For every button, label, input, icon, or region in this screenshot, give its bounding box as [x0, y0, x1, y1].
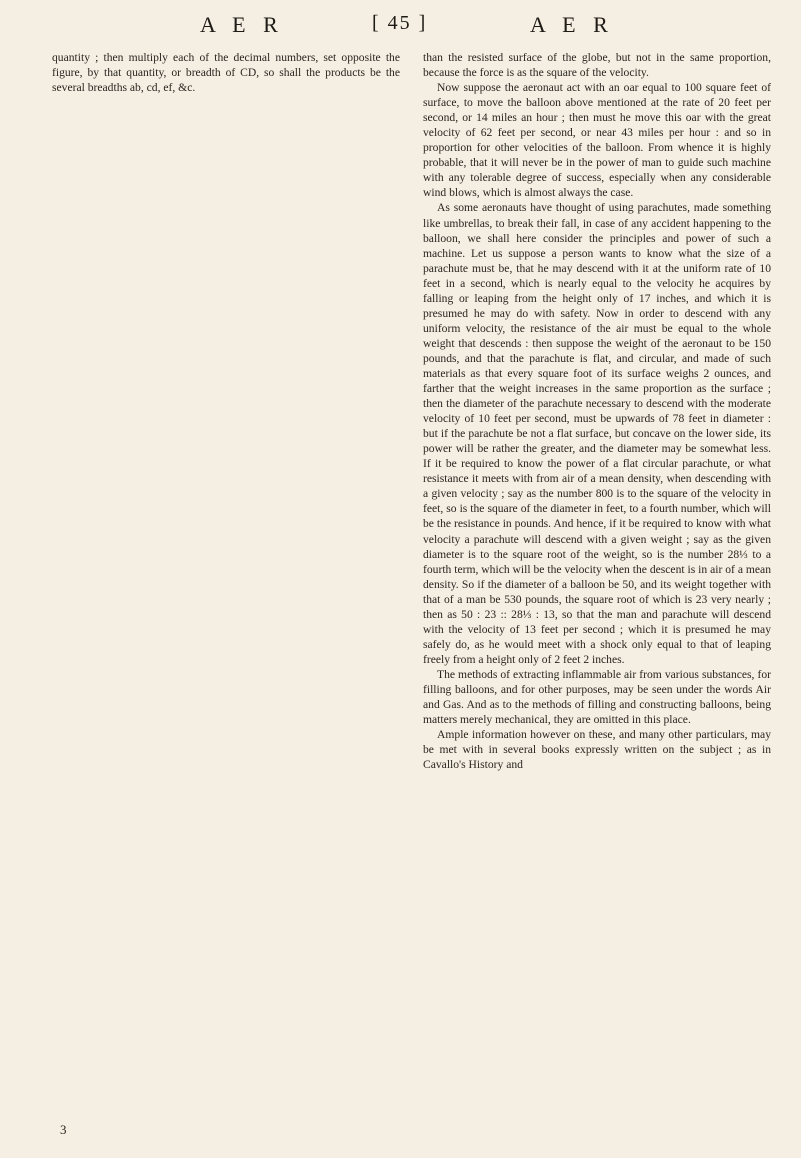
page-number: [ 45 ] [372, 12, 428, 34]
paragraph: The methods of extracting inflammable air from various substances, for filling balloons, and for other purposes, may be seen under the words Air and Gas. And as to the methods of filling and constructing balloons, being matters merely mechanical, they are omitted in this place. [423, 667, 771, 727]
header-right-title: A E R [530, 12, 614, 37]
right-text-column [423, 50, 771, 1135]
paragraph: As some aeronauts have thought of using parachutes, made something like umbrellas, to break their fall, in case of any accident happening to the balloon, we shall here consider the principles and power of such a machine. Let us suppose a person wants to know what the size of a parachute must be, that he may descend with it at the uniform rate of 10 feet in a second, which is nearly equal to the velocity he acquires by falling or leaping from the height only of 17 inches, and which it is presumed he may do with safety. Now in order to descend with any uniform velocity, the resistance of the air must be equal to the whole weight that descends : then suppose the weight of the aeronaut to be 150 pounds, and that the parachute is flat, and circular, and made of such materials as that every square foot of its surface weighs 2 ounces, and farther that the weight increases in the same proportion as the surface ; then the diameter of the parachute necessary to descend with the moderate velocity of 10 feet per second, must be upwards of 78 feet in diameter : but if the parachute be not a flat surface, but concave on the lower side, its power will be rather the greater, and the diameter may be somewhat less. If it be required to know the power of a flat circular parachute, or what resistance it meets with from air of a mean density, when descending with a given velocity ; say as the number 800 is to the square of the velocity in feet, so is the square of the diameter in feet, to a fourth number, which will be the resistance in pounds. And hence, if it be required to know with what velocity a parachute will descend with a given weight ; say as the given diameter is to the square root of the weight, so is the number 28⅓ to a fourth term, which will be the velocity when the descent is in air of a mean density. So if the diameter of a balloon be 50, and its weight together with that of a man be 530 pounds, the square root of which is 23 very nearly ; then as 50 : 23 :: 28⅓ : 13, so that the man and parachute will descend with the velocity of 13 feet per second ; which it is presumed he may safely do, as he would meet with a shock only equal to that of leaping freely from a height only of 2 feet 2 inches. [423, 201, 771, 666]
paragraph: quantity ; then multiply each of the decimal numbers, set opposite the figure, by that quantity, or breadth of CD, so shall the products be the several breadths ab, cd, ef, &c. [52, 51, 400, 95]
paragraph: than the resisted surface of the globe, but not in the same proportion, because the force is as the square of the velocity. [423, 51, 771, 80]
header-left-title: A E R [200, 12, 284, 37]
paragraph: Now suppose the aeronaut act with an oar equal to 100 square feet of surface, to move the balloon above mentioned at the rate of 20 feet per second, or 14 miles an hour ; then must he move this oar with the great velocity of 62 feet per second, or near 43 miles per hour : and so in proportion for other velocities of the balloon. From whence it is highly probable, that it will never be in the power of man to guide such machine with any tolerable degree of success, especially when any considerable wind blows, which is almost always the case. [423, 81, 771, 200]
signature-mark: 3 [60, 1122, 67, 1137]
paragraph: Ample information however on these, and many other particulars, may be met with in several books expressly written on the subject ; as in Cavallo's History and [423, 728, 771, 772]
left-text-column [52, 50, 400, 1135]
running-header [0, 12, 801, 48]
